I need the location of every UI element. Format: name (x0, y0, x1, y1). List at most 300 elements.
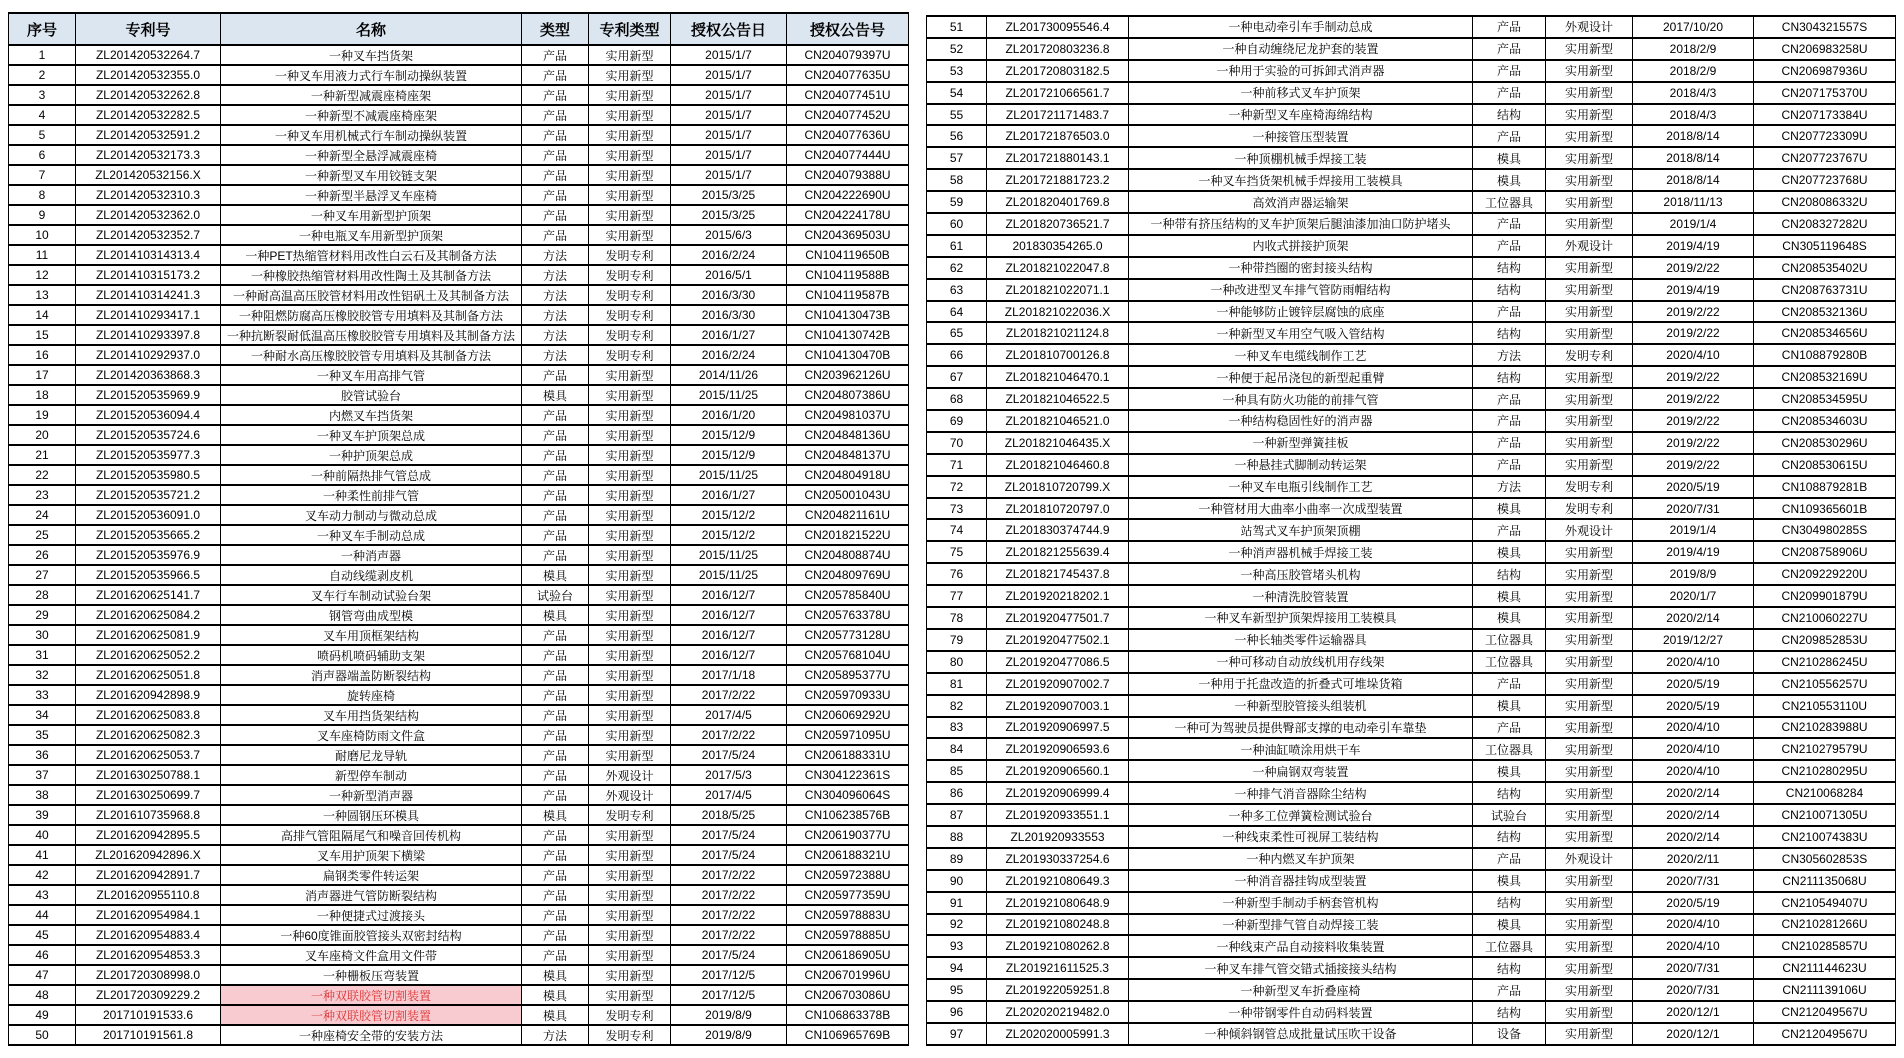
table-row (9, 565, 909, 585)
cell-type: 产品 (522, 425, 589, 445)
cell-title: 一种抗断裂耐低温高压橡胶胶管专用填料及其制备方法 (221, 325, 522, 345)
cell-title: 一种倾斜钢管总成批量试压吹干设备 (1129, 1023, 1473, 1045)
cell-patent_number: ZL201920933551.1 (987, 804, 1129, 826)
cell-index: 66 (927, 344, 987, 366)
cell-title: 一种新型弹簧挂板 (1129, 432, 1473, 454)
cell-title: 叉车用顶框架结构 (221, 625, 522, 645)
cell-patent_number: ZL201920218202.1 (987, 585, 1129, 607)
cell-type: 模具 (1473, 607, 1546, 629)
cell-title: 高效消声器运输架 (1129, 191, 1473, 213)
cell-grant_date: 2017/2/22 (671, 865, 787, 885)
cell-patent_type: 实用新型 (1546, 432, 1633, 454)
cell-patent_type: 实用新型 (1546, 979, 1633, 1001)
table-row (927, 279, 1896, 301)
cell-patent_number: 201710191561.8 (76, 1025, 221, 1045)
cell-title: 一种新型胶管接头组装机 (1129, 695, 1473, 717)
cell-type: 工位器具 (1473, 935, 1546, 957)
cell-title: 一种叉车挡货架机械手焊接用工装模具 (1129, 169, 1473, 191)
cell-patent_type: 实用新型 (1546, 892, 1633, 914)
cell-grant_number: CN209901879U (1754, 585, 1896, 607)
cell-title: 一种护顶架总成 (221, 445, 522, 465)
table-row (927, 848, 1896, 870)
cell-index: 72 (927, 476, 987, 498)
cell-grant_number: CN208535402U (1754, 257, 1896, 279)
cell-type: 结构 (1473, 892, 1546, 914)
cell-title: 一种叉车手制动总成 (221, 525, 522, 545)
table-row (9, 85, 909, 105)
cell-patent_number: ZL201420532310.3 (76, 185, 221, 205)
cell-index: 58 (927, 169, 987, 191)
cell-type: 模具 (1473, 585, 1546, 607)
cell-index: 78 (927, 607, 987, 629)
cell-grant_number: CN304321557S (1754, 16, 1896, 38)
cell-patent_type: 实用新型 (1546, 388, 1633, 410)
table-row (927, 104, 1896, 126)
cell-grant_number: CN208532136U (1754, 301, 1896, 323)
cell-title: 一种便捷式过渡接头 (221, 905, 522, 925)
table-row (9, 845, 909, 865)
cell-patent_number: ZL201620954883.4 (76, 925, 221, 945)
left-table-body (9, 45, 909, 1045)
cell-grant_number: CN205768104U (787, 645, 909, 665)
cell-patent_type: 实用新型 (589, 445, 671, 465)
table-row (927, 38, 1896, 60)
cell-index: 21 (9, 445, 76, 465)
cell-title: 一种电瓶叉车用新型护顶架 (221, 225, 522, 245)
cell-patent_number: ZL201620942898.9 (76, 685, 221, 705)
cell-grant_date: 2020/7/31 (1633, 957, 1754, 979)
cell-grant_number: CN206703086U (787, 985, 909, 1005)
cell-grant_date: 2015/1/7 (671, 65, 787, 85)
cell-patent_number: ZL201720803182.5 (987, 60, 1129, 82)
cell-grant_date: 2015/12/9 (671, 445, 787, 465)
cell-grant_number: CN206190377U (787, 825, 909, 845)
column-header-grant_date: 授权公告日 (671, 13, 787, 45)
cell-title: 一种多工位弹簧检测试验台 (1129, 804, 1473, 826)
cell-type: 模具 (522, 985, 589, 1005)
cell-grant_date: 2018/8/14 (1633, 169, 1754, 191)
cell-type: 产品 (522, 665, 589, 685)
cell-grant_number: CN206188331U (787, 745, 909, 765)
cell-patent_type: 实用新型 (1546, 60, 1633, 82)
cell-patent_type: 实用新型 (1546, 1001, 1633, 1023)
cell-index: 85 (927, 760, 987, 782)
cell-index: 22 (9, 465, 76, 485)
cell-grant_number: CN207723309U (1754, 125, 1896, 147)
table-row (927, 717, 1896, 739)
cell-title: 一种清洗胶管装置 (1129, 585, 1473, 607)
cell-type: 结构 (1473, 322, 1546, 344)
cell-index: 4 (9, 105, 76, 125)
cell-index: 96 (927, 1001, 987, 1023)
table-row (927, 410, 1896, 432)
cell-patent_type: 实用新型 (589, 225, 671, 245)
cell-patent_type: 发明专利 (589, 285, 671, 305)
cell-patent_type: 实用新型 (589, 385, 671, 405)
table-row (927, 301, 1896, 323)
cell-title: 一种用于托盘改造的折叠式可堆垛货箱 (1129, 673, 1473, 695)
cell-patent_number: ZL201720803236.8 (987, 38, 1129, 60)
cell-type: 方法 (522, 245, 589, 265)
cell-grant_date: 2015/3/25 (671, 205, 787, 225)
cell-type: 模具 (522, 565, 589, 585)
cell-patent_type: 实用新型 (1546, 673, 1633, 695)
cell-grant_date: 2020/2/14 (1633, 826, 1754, 848)
table-row (927, 235, 1896, 257)
cell-index: 51 (927, 16, 987, 38)
cell-grant_number: CN210071305U (1754, 804, 1896, 826)
cell-grant_number: CN205978883U (787, 905, 909, 925)
cell-type: 模具 (522, 805, 589, 825)
cell-title: 一种新型消声器 (221, 785, 522, 805)
cell-grant_date: 2015/12/2 (671, 525, 787, 545)
table-row (927, 935, 1896, 957)
cell-index: 93 (927, 935, 987, 957)
cell-grant_number: CN206987936U (1754, 60, 1896, 82)
cell-index: 28 (9, 585, 76, 605)
cell-patent_type: 实用新型 (1546, 169, 1633, 191)
cell-title: 喷码机喷码辅助支架 (221, 645, 522, 665)
cell-index: 33 (9, 685, 76, 705)
cell-patent_type: 实用新型 (589, 585, 671, 605)
cell-patent_number: ZL201721066561.7 (987, 82, 1129, 104)
cell-title: 一种60度锥面胶管接头双密封结构 (221, 925, 522, 945)
cell-index: 87 (927, 804, 987, 826)
cell-index: 95 (927, 979, 987, 1001)
cell-title: 一种叉车挡货架 (221, 45, 522, 65)
cell-title: 一种结构稳固性好的消声器 (1129, 410, 1473, 432)
cell-type: 产品 (1473, 673, 1546, 695)
cell-patent_type: 实用新型 (1546, 826, 1633, 848)
cell-type: 产品 (1473, 717, 1546, 739)
cell-index: 20 (9, 425, 76, 445)
cell-grant_number: CN104130473B (787, 305, 909, 325)
cell-patent_type: 实用新型 (589, 165, 671, 185)
cell-grant_date: 2015/3/25 (671, 185, 787, 205)
cell-patent_number: ZL201520535966.5 (76, 565, 221, 585)
cell-index: 70 (927, 432, 987, 454)
cell-type: 产品 (522, 145, 589, 165)
cell-grant_number: CN210074383U (1754, 826, 1896, 848)
cell-index: 29 (9, 605, 76, 625)
cell-grant_date: 2020/1/7 (1633, 585, 1754, 607)
cell-index: 56 (927, 125, 987, 147)
cell-title: 一种栅板压弯装置 (221, 965, 522, 985)
cell-type: 产品 (522, 165, 589, 185)
table-row (927, 738, 1896, 760)
cell-grant_number: CN106238576B (787, 805, 909, 825)
cell-grant_date: 2019/1/4 (1633, 213, 1754, 235)
cell-title: 一种前移式叉车护顶架 (1129, 82, 1473, 104)
cell-grant_number: CN210553110U (1754, 695, 1896, 717)
cell-patent_type: 实用新型 (1546, 935, 1633, 957)
cell-patent_number: ZL201821046470.1 (987, 366, 1129, 388)
cell-type: 模具 (522, 385, 589, 405)
cell-title: 一种座椅安全带的安装方法 (221, 1025, 522, 1045)
cell-grant_number: CN204804918U (787, 465, 909, 485)
cell-grant_date: 2020/4/10 (1633, 935, 1754, 957)
cell-index: 25 (9, 525, 76, 545)
cell-patent_number: ZL201721171483.7 (987, 104, 1129, 126)
cell-grant_date: 2016/12/7 (671, 585, 787, 605)
cell-index: 73 (927, 498, 987, 520)
cell-title: 一种可为驾驶员提供臀部支撑的电动牵引车靠垫 (1129, 717, 1473, 739)
cell-patent_type: 实用新型 (1546, 147, 1633, 169)
cell-grant_number: CN205972388U (787, 865, 909, 885)
cell-grant_number: CN211135068U (1754, 870, 1896, 892)
table-row (9, 305, 909, 325)
cell-title: 消声器端盖防断裂结构 (221, 665, 522, 685)
table-row (927, 629, 1896, 651)
cell-type: 结构 (1473, 257, 1546, 279)
table-row (9, 345, 909, 365)
cell-grant_date: 2017/12/5 (671, 985, 787, 1005)
cell-patent_number: ZL201810700126.8 (987, 344, 1129, 366)
table-row (927, 147, 1896, 169)
cell-type: 产品 (522, 465, 589, 485)
cell-title: 一种具有防火功能的前排气管 (1129, 388, 1473, 410)
cell-index: 19 (9, 405, 76, 425)
cell-patent_type: 实用新型 (1546, 410, 1633, 432)
cell-type: 产品 (1473, 454, 1546, 476)
table-row (927, 979, 1896, 1001)
cell-grant_date: 2016/12/7 (671, 645, 787, 665)
table-row (927, 82, 1896, 104)
cell-type: 产品 (522, 685, 589, 705)
table-row (9, 425, 909, 445)
table-row (9, 265, 909, 285)
cell-type: 产品 (1473, 213, 1546, 235)
cell-grant_date: 2019/2/22 (1633, 322, 1754, 344)
cell-type: 产品 (1473, 125, 1546, 147)
table-row (927, 366, 1896, 388)
cell-patent_type: 实用新型 (589, 825, 671, 845)
cell-grant_number: CN205001043U (787, 485, 909, 505)
cell-patent_number: ZL201620942896.X (76, 845, 221, 865)
cell-patent_type: 实用新型 (589, 925, 671, 945)
cell-grant_date: 2020/4/10 (1633, 344, 1754, 366)
cell-grant_date: 2018/8/14 (1633, 147, 1754, 169)
cell-index: 57 (927, 147, 987, 169)
cell-index: 11 (9, 245, 76, 265)
cell-patent_type: 实用新型 (1546, 585, 1633, 607)
cell-grant_number: CN204224178U (787, 205, 909, 225)
table-row (927, 585, 1896, 607)
table-row (9, 445, 909, 465)
cell-index: 81 (927, 673, 987, 695)
cell-title: 内收式拼接护顶架 (1129, 235, 1473, 257)
cell-grant_number: CN205773128U (787, 625, 909, 645)
cell-title: 一种新型叉车用铰链支架 (221, 165, 522, 185)
cell-grant_date: 2019/8/9 (671, 1005, 787, 1025)
cell-title: 一种油缸喷涂用烘干车 (1129, 738, 1473, 760)
cell-grant_number: CN206069292U (787, 705, 909, 725)
cell-patent_type: 实用新型 (1546, 104, 1633, 126)
cell-title: 一种扁钢双弯装置 (1129, 760, 1473, 782)
cell-type: 产品 (522, 725, 589, 745)
cell-type: 产品 (522, 785, 589, 805)
cell-title: 一种消音器挂钩成型装置 (1129, 870, 1473, 892)
cell-index: 90 (927, 870, 987, 892)
cell-patent_type: 外观设计 (589, 765, 671, 785)
cell-patent_number: ZL201620954853.3 (76, 945, 221, 965)
cell-grant_number: CN305602853S (1754, 848, 1896, 870)
cell-title: 一种消声器机械手焊接工装 (1129, 541, 1473, 563)
cell-title: 一种长轴类零件运输器具 (1129, 629, 1473, 651)
cell-index: 43 (9, 885, 76, 905)
cell-patent_type: 实用新型 (589, 185, 671, 205)
cell-grant_number: CN210279579U (1754, 738, 1896, 760)
cell-grant_date: 2019/8/9 (671, 1025, 787, 1045)
cell-grant_date: 2015/12/9 (671, 425, 787, 445)
table-row (9, 365, 909, 385)
cell-grant_date: 2017/2/22 (671, 725, 787, 745)
cell-grant_number: CN205895377U (787, 665, 909, 685)
cell-patent_type: 实用新型 (589, 45, 671, 65)
cell-grant_number: CN206188321U (787, 845, 909, 865)
cell-patent_type: 实用新型 (1546, 629, 1633, 651)
cell-patent_type: 实用新型 (1546, 125, 1633, 147)
cell-title: 一种悬挂式脚制动转运架 (1129, 454, 1473, 476)
cell-index: 14 (9, 305, 76, 325)
cell-title: 一种叉车新型护顶架焊接用工装模具 (1129, 607, 1473, 629)
table-row (9, 905, 909, 925)
table-row (9, 625, 909, 645)
cell-patent_number: ZL201630250699.7 (76, 785, 221, 805)
cell-grant_number: CN205763378U (787, 605, 909, 625)
cell-patent_type: 实用新型 (589, 505, 671, 525)
cell-title: 一种阻燃防腐高压橡胶胶管专用填料及其制备方法 (221, 305, 522, 325)
cell-patent_type: 实用新型 (589, 865, 671, 885)
table-row (9, 465, 909, 485)
cell-patent_number: ZL201821022036.X (987, 301, 1129, 323)
cell-type: 模具 (1473, 147, 1546, 169)
cell-index: 83 (927, 717, 987, 739)
cell-type: 产品 (522, 405, 589, 425)
cell-grant_date: 2017/1/18 (671, 665, 787, 685)
cell-patent_type: 发明专利 (589, 305, 671, 325)
cell-patent_type: 实用新型 (589, 145, 671, 165)
cell-type: 方法 (522, 345, 589, 365)
cell-index: 7 (9, 165, 76, 185)
cell-grant_date: 2016/5/1 (671, 265, 787, 285)
column-header-title: 名称 (221, 13, 522, 45)
cell-patent_type: 实用新型 (589, 905, 671, 925)
table-row (927, 519, 1896, 541)
cell-type: 产品 (522, 885, 589, 905)
cell-patent_type: 实用新型 (589, 945, 671, 965)
cell-patent_type: 实用新型 (589, 65, 671, 85)
cell-patent_type: 实用新型 (589, 985, 671, 1005)
cell-type: 结构 (1473, 366, 1546, 388)
cell-index: 82 (927, 695, 987, 717)
cell-grant_date: 2015/1/7 (671, 145, 787, 165)
table-row (9, 405, 909, 425)
cell-grant_date: 2017/5/3 (671, 765, 787, 785)
table-row (9, 605, 909, 625)
cell-patent_type: 实用新型 (589, 685, 671, 705)
cell-type: 产品 (522, 545, 589, 565)
cell-index: 8 (9, 185, 76, 205)
cell-grant_number: CN210549407U (1754, 892, 1896, 914)
cell-index: 67 (927, 366, 987, 388)
cell-type: 方法 (1473, 476, 1546, 498)
cell-type: 产品 (1473, 410, 1546, 432)
cell-patent_number: ZL201420532282.5 (76, 105, 221, 125)
cell-grant_number: CN204809769U (787, 565, 909, 585)
cell-type: 产品 (522, 865, 589, 885)
cell-index: 35 (9, 725, 76, 745)
cell-grant_number: CN206701996U (787, 965, 909, 985)
table-row (9, 325, 909, 345)
cell-patent_type: 实用新型 (589, 965, 671, 985)
table-row (9, 925, 909, 945)
cell-grant_number: CN201821522U (787, 525, 909, 545)
cell-grant_date: 2020/5/19 (1633, 673, 1754, 695)
cell-grant_number: CN106965769B (787, 1025, 909, 1045)
cell-patent_number: ZL201410293397.8 (76, 325, 221, 345)
cell-type: 产品 (1473, 38, 1546, 60)
table-row (9, 285, 909, 305)
cell-type: 方法 (522, 285, 589, 305)
cell-grant_number: CN304096064S (787, 785, 909, 805)
cell-grant_date: 2015/1/7 (671, 125, 787, 145)
cell-patent_type: 实用新型 (589, 605, 671, 625)
cell-patent_number: ZL201921080248.8 (987, 914, 1129, 936)
cell-patent_number: ZL201420363868.3 (76, 365, 221, 385)
cell-patent_number: ZL201921080648.9 (987, 892, 1129, 914)
cell-type: 工位器具 (1473, 738, 1546, 760)
table-row (9, 965, 909, 985)
cell-patent_type: 发明专利 (589, 325, 671, 345)
cell-index: 49 (9, 1005, 76, 1025)
cell-grant_date: 2015/1/7 (671, 45, 787, 65)
cell-patent_type: 实用新型 (1546, 695, 1633, 717)
cell-title: 一种内燃叉车护顶架 (1129, 848, 1473, 870)
cell-patent_number: ZL201730095546.4 (987, 16, 1129, 38)
cell-grant_date: 2020/4/10 (1633, 738, 1754, 760)
cell-patent_number: ZL201520535980.5 (76, 465, 221, 485)
cell-grant_date: 2020/5/19 (1633, 892, 1754, 914)
cell-grant_date: 2015/12/2 (671, 505, 787, 525)
cell-grant_number: CN204821161U (787, 505, 909, 525)
cell-grant_number: CN207173384U (1754, 104, 1896, 126)
cell-grant_number: CN204079397U (787, 45, 909, 65)
cell-patent_type: 实用新型 (1546, 279, 1633, 301)
cell-type: 产品 (522, 625, 589, 645)
cell-patent_number: ZL201810720797.0 (987, 498, 1129, 520)
cell-title: 一种带有挤压结构的叉车护顶架后腿油漆加油口防护堵头 (1129, 213, 1473, 235)
cell-type: 产品 (522, 845, 589, 865)
table-row (927, 826, 1896, 848)
cell-patent_number: ZL201520535724.6 (76, 425, 221, 445)
cell-patent_type: 实用新型 (589, 545, 671, 565)
cell-title: 内燃叉车挡货架 (221, 405, 522, 425)
cell-type: 结构 (1473, 563, 1546, 585)
cell-type: 模具 (1473, 695, 1546, 717)
cell-type: 产品 (522, 505, 589, 525)
cell-index: 44 (9, 905, 76, 925)
table-row (927, 125, 1896, 147)
cell-index: 12 (9, 265, 76, 285)
cell-patent_type: 实用新型 (1546, 957, 1633, 979)
cell-index: 55 (927, 104, 987, 126)
cell-type: 产品 (522, 105, 589, 125)
cell-patent_type: 实用新型 (1546, 322, 1633, 344)
cell-index: 53 (927, 60, 987, 82)
table-row (9, 1025, 909, 1045)
cell-grant_date: 2016/2/24 (671, 245, 787, 265)
